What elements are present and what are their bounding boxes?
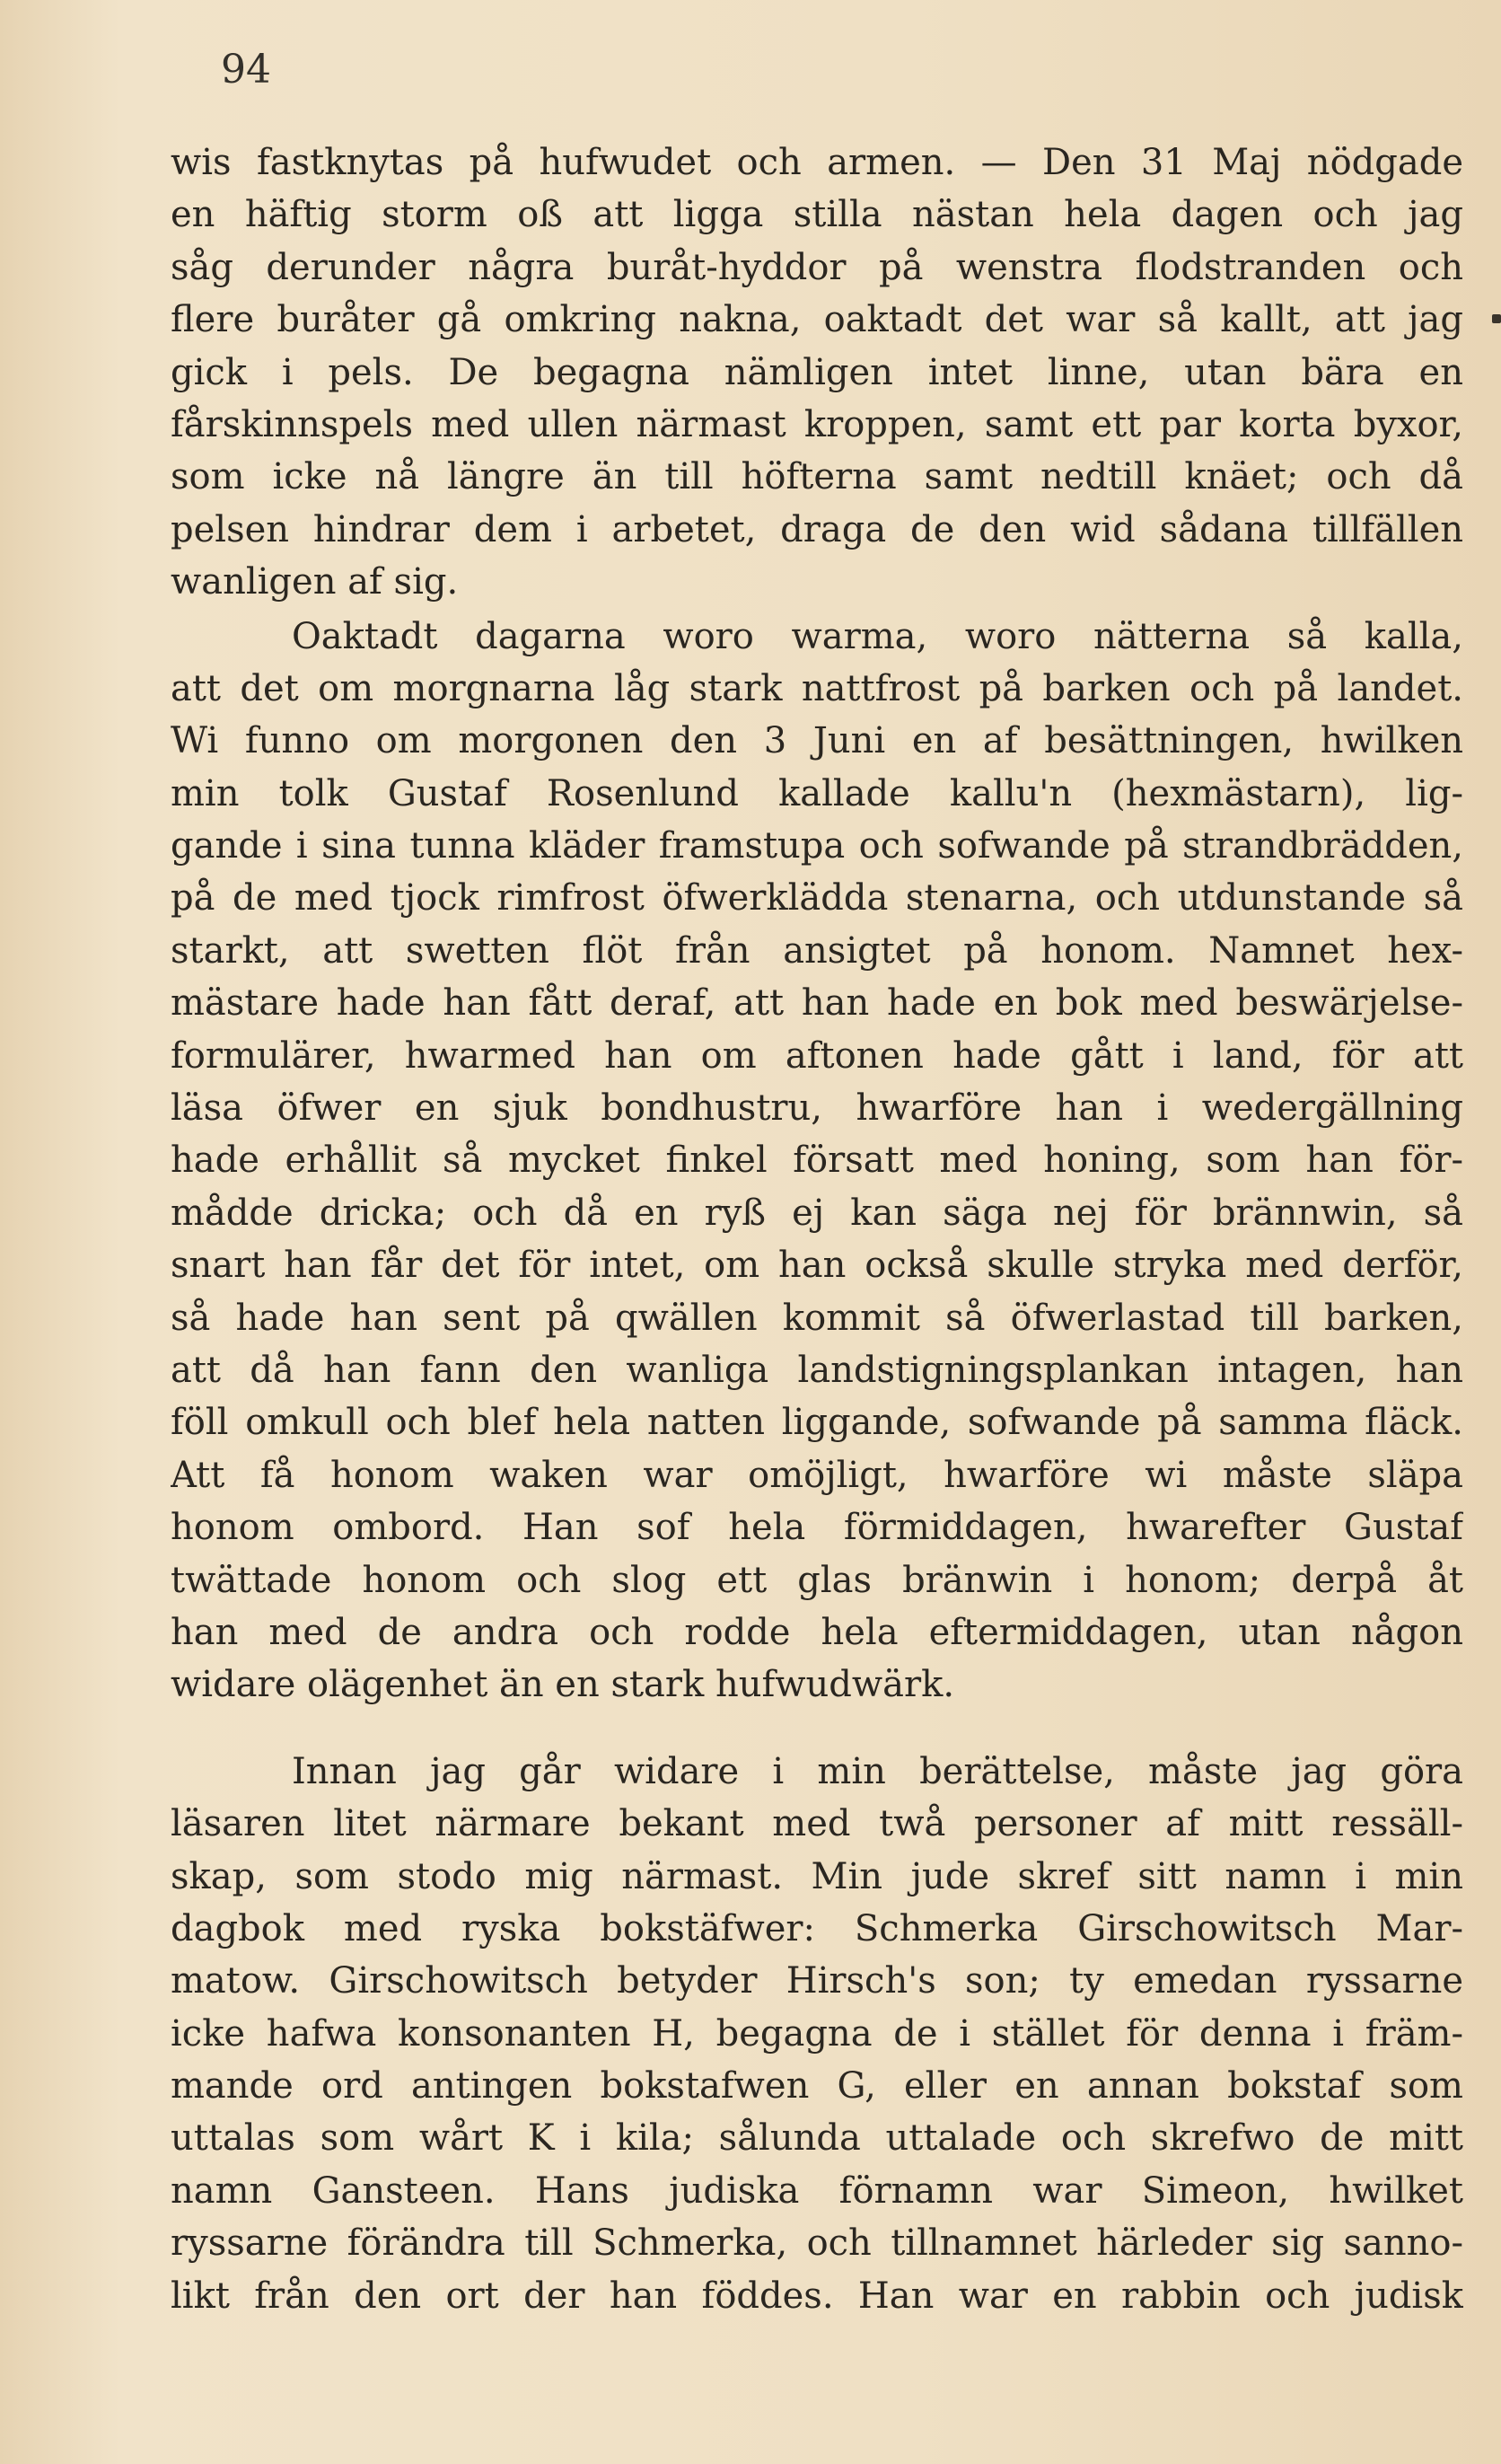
text-line: twättade honom och slog ett glas bränwin i honom; derpå åt — [171, 1559, 1463, 1601]
text-line: dagbok med ryska bokstäfwer: Schmerka Girschowitsch Mar- — [171, 1907, 1463, 1949]
text-line: på de med tjock rimfrost öfwerklädda stenarna, och utdunstande så — [171, 877, 1463, 920]
text-line: icke hafwa konsonanten H, begagna de i stället för denna i främ- — [171, 2012, 1463, 2055]
ink-smudge — [1492, 314, 1501, 323]
text-line: flere buråter gå omkring nakna, oaktadt det war så kallt, att jag — [171, 299, 1463, 341]
text-line: skap, som stodo mig närmast. Min jude skref sitt namn i min — [171, 1855, 1463, 1897]
text-line: honom ombord. Han sof hela förmiddagen, hwarefter Gustaf — [171, 1507, 1463, 1549]
text-line: namn Gansteen. Hans judiska förnamn war Simeon, hwilket — [171, 2169, 1463, 2212]
text-line: gande i sina tunna kläder framstupa och sofwande på strandbrädden, — [171, 825, 1463, 867]
text-line: läsa öfwer en sjuk bondhustru, hwarföre han i wedergällning — [171, 1087, 1463, 1130]
text-line: att då han fann den wanliga landstigningsplankan intagen, han — [171, 1349, 1463, 1391]
text-line: uttalas som wårt K i kila; sålunda uttalade och skrefwo de mitt — [171, 2117, 1463, 2160]
text-line: läsaren litet närmare bekant med twå personer af mitt ressäll- — [171, 1803, 1463, 1845]
text-line: likt från den ort der han föddes. Han war en rabbin och judisk — [171, 2275, 1463, 2317]
text-line: fårskinnspels med ullen närmast kroppen, samt ett par korta byxor, — [171, 403, 1463, 445]
text-line: en häftig storm oß att ligga stilla nästan hela dagen och jag — [171, 194, 1463, 236]
text-line: Att få honom waken war omöjligt, hwarföre wi måste släpa — [171, 1454, 1463, 1496]
text-line: pelsen hindrar dem i arbetet, draga de den wid sådana tillfällen — [171, 508, 1463, 550]
text-line: Oaktadt dagarna woro warma, woro nätterna så kalla, — [292, 615, 1463, 657]
text-line: min tolk Gustaf Rosenlund kallade kallu'n (hexmästarn), lig- — [171, 772, 1463, 814]
text-line: mande ord antingen bokstafwen G, eller en annan bokstaf som — [171, 2065, 1463, 2108]
text-line: wis fastknytas på hufwudet och armen. — Den 31 Maj nödgade — [171, 142, 1463, 183]
text-line: att det om morgnarna låg stark nattfrost på barken och på landet. — [171, 667, 1463, 709]
text-line: som icke nå längre än till höfterna samt nedtill knäet; och då — [171, 456, 1463, 498]
text-line: föll omkull och blef hela natten liggande, sofwande på samma fläck. — [171, 1402, 1463, 1444]
paragraph-2 — [171, 611, 1463, 1712]
text-line: gick i pels. De begagna nämligen intet linne, utan bära en — [171, 351, 1463, 393]
text-line: han med de andra och rodde hela eftermiddagen, utan någon — [171, 1611, 1463, 1653]
text-line: så hade han sent på qwällen kommit så öfwerlastad till barken, — [171, 1297, 1463, 1339]
text-line: Wi funno om morgonen den 3 Juni en af besättningen, hwilken — [171, 720, 1463, 762]
text-line: såg derunder några buråt-hyddor på wenstra flodstranden och — [171, 246, 1463, 288]
text-line: Innan jag går widare i min berättelse, måste jag göra — [292, 1750, 1463, 1792]
text-line: mådde dricka; och då en ryß ej kan säga nej för brännwin, så — [171, 1192, 1463, 1234]
text-line: starkt, att swetten flöt från ansigtet på honom. Namnet hex- — [171, 929, 1463, 972]
text-line: snart han får det för intet, om han också skulle stryka med derför, — [171, 1245, 1463, 1287]
text-line: mästare hade han fått deraf, att han hade en bok med beswärjelse- — [171, 982, 1463, 1025]
text-line: widare olägenhet än en stark hufwudwärk. — [171, 1664, 955, 1706]
paragraph-3 — [171, 1746, 1463, 2322]
text-line: formulärer, hwarmed han om aftonen hade gått i land, för att — [171, 1034, 1463, 1077]
body-text — [171, 136, 1463, 2322]
text-line: ryssarne förändra till Schmerka, och tillnamnet härleder sig sanno- — [171, 2222, 1463, 2265]
text-line: matow. Girschowitsch betyder Hirsch's son; ty emedan ryssarne — [171, 1960, 1463, 2002]
paragraph-1 — [171, 136, 1463, 609]
text-line: hade erhållit så mycket finkel försatt med honing, som han för- — [171, 1140, 1463, 1182]
page-number: 94 — [221, 47, 271, 92]
text-line: wanligen af sig. — [171, 561, 459, 603]
